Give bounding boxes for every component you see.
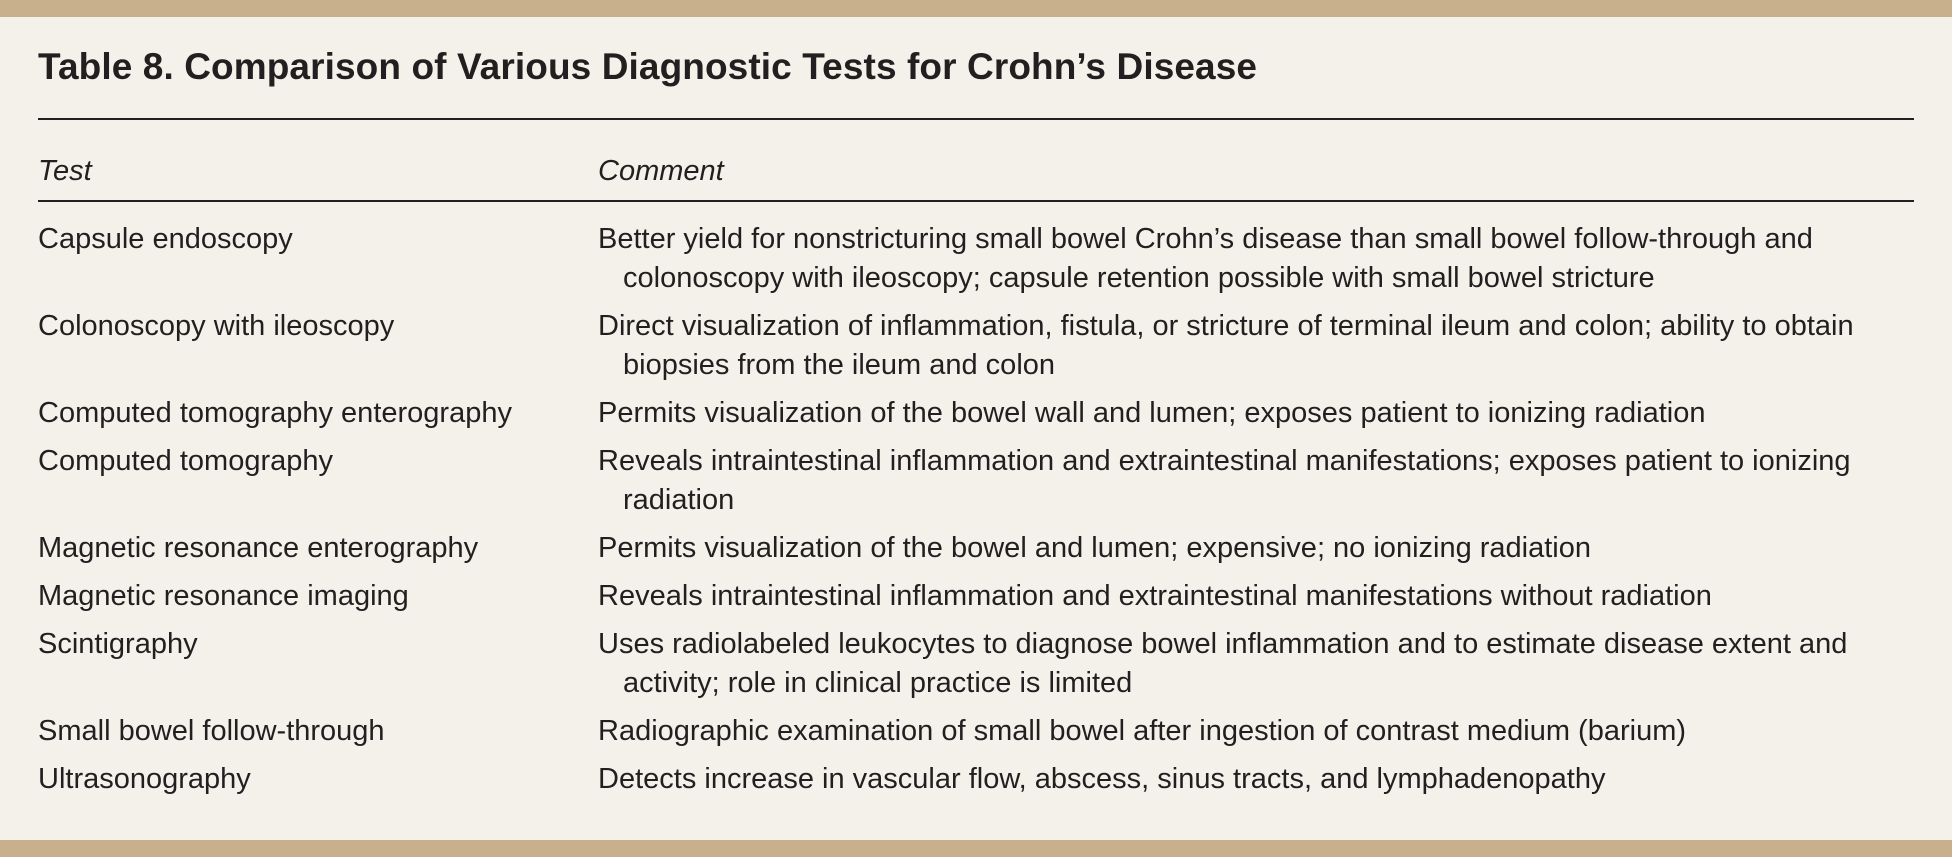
table-row [38,577,1914,616]
column-header-comment: Comment [598,155,724,187]
table-row [38,394,1914,433]
comment-cell: Reveals intraintestinal inflammation and extraintestinal manifestations without radiation [598,580,1712,612]
table-row [38,307,1914,385]
test-cell: Small bowel follow-through [38,715,385,747]
table-row [38,760,1914,799]
test-cell: Ultrasonography [38,763,251,795]
table-row [38,625,1914,703]
test-cell: Magnetic resonance enterography [38,532,479,564]
table-row [38,442,1914,520]
test-cell: Capsule endoscopy [38,223,293,255]
comment-cell: Uses radiolabeled leukocytes to diagnose bowel inflammation and to estimate disease extent and activity; role in clinical practice is limited [598,628,1848,699]
comment-cell: Radiographic examination of small bowel after ingestion of contrast medium (barium) [598,715,1687,747]
comment-cell: Direct visualization of inflammation, fistula, or stricture of terminal ileum and colon; ability to obtain biopsies from the ileum and colon [598,310,1854,381]
diagnostic-tests-table [38,17,1914,808]
table-row [38,220,1914,298]
test-cell: Scintigraphy [38,628,198,660]
comment-cell: Reveals intraintestinal inflammation and extraintestinal manifestations; exposes patient to ionizing radiation [598,445,1851,516]
column-header-test: Test [38,155,92,187]
comment-cell: Detects increase in vascular flow, abscess, sinus tracts, and lymphadenopathy [598,763,1606,795]
test-cell: Magnetic resonance imaging [38,580,409,612]
bottom-border-band [0,840,1952,857]
table-row [38,529,1914,568]
comment-cell: Better yield for nonstricturing small bowel Crohn’s disease than small bowel follow-through and colonoscopy with ileoscopy; capsule retention possible with small bowel stricture [598,223,1813,294]
top-border-band [0,0,1952,17]
comment-cell: Permits visualization of the bowel wall and lumen; exposes patient to ionizing radiation [598,397,1706,429]
table-title: Table 8. Comparison of Various Diagnostic Tests for Crohn’s Disease [38,46,1258,87]
test-cell: Computed tomography enterography [38,397,512,429]
test-cell: Computed tomography [38,445,333,477]
table-body [38,202,1914,799]
table-row [38,712,1914,751]
test-cell: Colonoscopy with ileoscopy [38,310,395,342]
comment-cell: Permits visualization of the bowel and lumen; expensive; no ionizing radiation [598,532,1592,564]
table-header-row [38,120,1914,200]
